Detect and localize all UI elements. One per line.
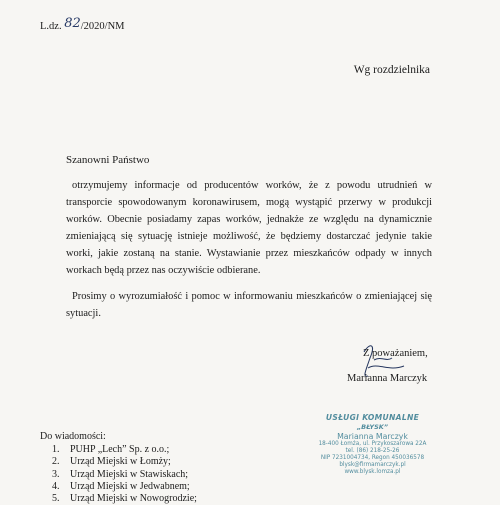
stamp-ids: NIP 7231004734, Regon 450036578 bbox=[320, 455, 425, 461]
distribution-item bbox=[52, 456, 197, 468]
stamp-address: 18-400 Łomża, ul. Przykoszarowa 22A bbox=[318, 441, 427, 447]
reference-prefix: L.dz. bbox=[40, 21, 62, 32]
signer-name: Marianna Marczyk bbox=[347, 373, 428, 384]
reference-suffix: /2020/NM bbox=[80, 21, 125, 32]
stamp-phone: tel. (86) 218-25-26 bbox=[345, 448, 400, 454]
distribution-item bbox=[52, 493, 197, 505]
distribution-item-text: Urząd Miejski w Stawiskach; bbox=[70, 468, 189, 480]
distribution-item bbox=[52, 444, 197, 456]
stamp-website: www.blysk.lomza.pl bbox=[344, 469, 401, 475]
distribution-item-text: Urząd Miejski w Jedwabnem; bbox=[70, 480, 190, 492]
reference-number-line bbox=[40, 18, 125, 33]
closing-salutation: Z poważaniem, bbox=[363, 348, 428, 359]
distribution-list bbox=[52, 444, 197, 505]
distribution-item bbox=[52, 481, 197, 493]
distribution-item-text: Urząd Miejski w Łomży; bbox=[70, 456, 171, 468]
stamp-owner: Marianna Marczyk bbox=[337, 432, 408, 441]
distribution-item-number: 3. bbox=[52, 468, 60, 480]
distribution-item bbox=[52, 469, 197, 481]
letter-body bbox=[66, 177, 432, 322]
distribution-item-number: 2. bbox=[52, 456, 60, 468]
distribution-title: Do wiadomości: bbox=[40, 431, 106, 442]
stamp-brand-line: „BŁYSK” bbox=[356, 423, 389, 431]
distribution-item-number: 5. bbox=[52, 493, 60, 505]
distribution-item-text: PUHP „Lech” Sp. z o.o.; bbox=[70, 444, 170, 455]
distribution-item-text: Urząd Miejski w Nowogrodzie; bbox=[70, 493, 197, 505]
distribution-item-number: 4. bbox=[52, 480, 60, 492]
stamp-company-line: USŁUGI KOMUNALNE bbox=[325, 413, 420, 422]
letter-paragraph: otrzymujemy informacje od producentów worków, że z powodu utrudnień w transporcie spowodowanym koronawirusem, mogą wystąpić przerwy w produkcji worków. Obecnie posiadamy zapas worków, jednakże ze względu na dynamicznie zmieniającą się sytuację istnieje możliwość, że będziemy dostarczać jedynie takie worki, jakie zostaną na stanie. Wystawianie przez mieszkańców odpady w innych workach będą przez nas oczywiście odbierane. bbox=[66, 180, 432, 277]
distribution-item-number: 1. bbox=[52, 444, 60, 455]
letter-greeting: Szanowni Państwo bbox=[66, 154, 150, 166]
letter-paragraph: Prosimy o wyrozumiałość i pomoc w informowaniu mieszkańców o zmieniającej się sytuacji. bbox=[66, 290, 432, 319]
company-stamp bbox=[300, 413, 445, 476]
reference-handwritten-number: 82 bbox=[64, 16, 81, 31]
recipient-line: Wg rozdzielnika bbox=[353, 64, 430, 76]
stamp-email: blysk@firmamarczyk.pl bbox=[339, 462, 406, 468]
